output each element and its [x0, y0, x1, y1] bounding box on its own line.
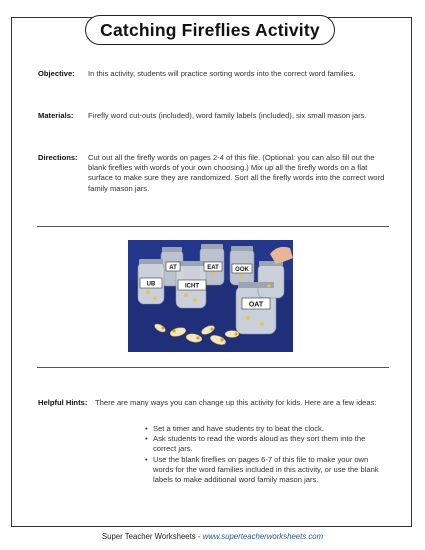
list-item: • Set a timer and have students try to beat the clock.: [145, 424, 324, 433]
bullet-icon: •: [145, 434, 148, 444]
hints-intro: There are many ways you can change up this activity for kids. Here are a few ideas:: [95, 398, 377, 407]
bullet-icon: •: [145, 424, 148, 433]
materials-label: Materials:: [38, 111, 74, 120]
footer-link[interactable]: www.superteacherworksheets.com: [202, 532, 324, 541]
divider-bottom: [37, 367, 389, 368]
objective-text: In this activity, students will practice sorting words into the correct word families.: [88, 69, 356, 78]
title-banner: [85, 15, 335, 45]
hints-label: Helpful Hints:: [38, 398, 88, 407]
directions-section: [38, 153, 388, 194]
mason-jars-photo: [128, 240, 293, 352]
list-item: • Use the blank fireflies on pages 6-7 of this file to make your own words for the word families included in this activity, or use the blank labels to make additional word family mason jars.: [145, 454, 379, 485]
objective-label: Objective:: [38, 69, 75, 78]
jar-label-at: AT: [169, 264, 177, 271]
jar-label-icht: ICHT: [185, 283, 199, 290]
bullet-icon: •: [145, 454, 148, 464]
hints-list: [145, 424, 385, 485]
directions-text: Cut out all the firefly words on pages 2-4 of this file. (Optional: you can also fill out the blank fireflies with words of your own choosing.) Mix up all the firefly words on a flat surface to make sure they are randomized. Sort all the firefly words into the correct word family mason jars.: [88, 153, 385, 193]
jar-label-oat: OAT: [248, 301, 264, 309]
jar-label-eat: EAT: [207, 264, 219, 271]
objective-section: [38, 69, 388, 79]
footer: [0, 532, 425, 541]
jar-label-ook: OOK: [235, 266, 249, 273]
materials-text: Firefly word cut-outs (included), word family labels (included), six small mason jars.: [88, 111, 367, 120]
list-item: • Ask students to read the words aloud as they sort them into the correct jars.: [145, 434, 366, 454]
jar-label-ub: UB: [146, 281, 156, 288]
materials-section: [38, 111, 388, 121]
footer-text: Super Teacher Worksheets -: [101, 532, 203, 541]
page-title: Catching Fireflies Activity: [100, 19, 320, 40]
directions-label: Directions:: [38, 153, 78, 162]
hints-section: [38, 398, 388, 408]
divider-top: [37, 226, 389, 227]
